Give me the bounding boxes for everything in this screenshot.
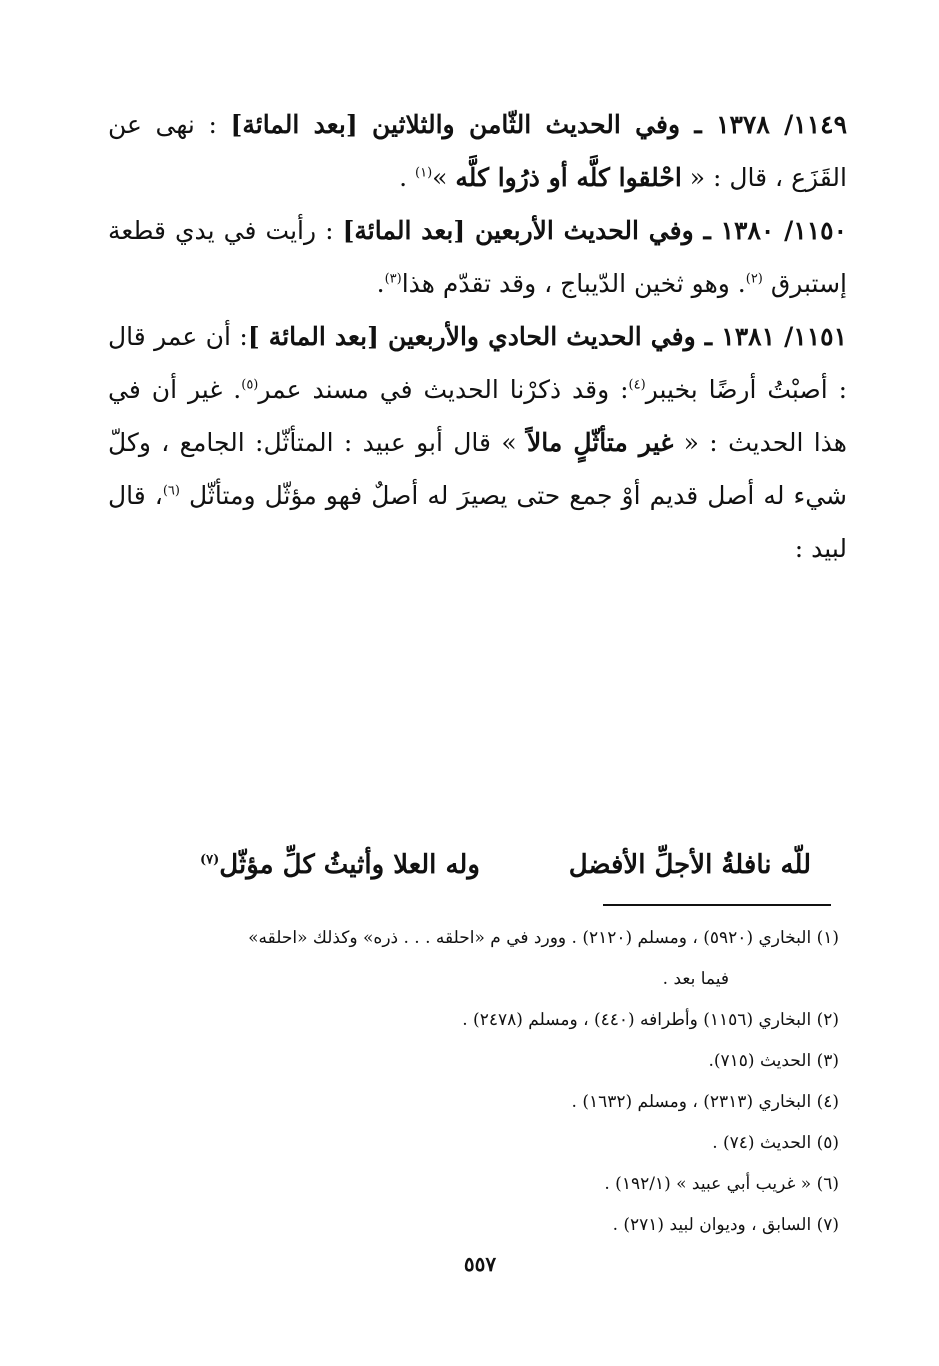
verse-text: وله العلا وأثيثُ كلِّ مؤثّل <box>219 850 480 880</box>
footnote-item: (٥) الحديث (٧٤) . <box>712 1133 839 1153</box>
footnote-item: (٣) الحديث (٧١٥). <box>708 1051 839 1071</box>
page-number: ٥٥٧ <box>463 1252 497 1276</box>
footnote-item: (٧) السابق ، وديوان لبيد (٢٧١) . <box>612 1215 839 1235</box>
entry-text: . <box>376 269 385 298</box>
entry-text: » <box>432 163 456 192</box>
entry-heading: ١١٥١/ ١٣٨١ ـ وفي الحديث الحادي والأربعين [بعد المائة ] <box>247 322 847 351</box>
footnote-item: (٦) « غريب أبي عبيد » (١٩٢/١) . <box>604 1174 839 1194</box>
entry-text: ، قال لبيد : <box>108 481 847 563</box>
footnotes <box>70 918 839 1246</box>
entry-heading: ١١٤٩/ ١٣٧٨ ـ وفي الحديث الثّامن والثلاثين [بعد المائة] <box>230 110 848 139</box>
footnote-item: (١) البخاري (٥٩٢٠) ، ومسلم (٢١٢٠) . وورد في م «احلقه . . . ذره» وكذلك «احلقه» <box>248 928 839 948</box>
entry-text: : وقد ذكرْنا الحديث في مسند عمر <box>258 375 629 404</box>
entry-text: : نهى عن القَزَع ، قال : « <box>108 110 847 192</box>
verse-first-hemistich: للّه نافلةُ الأجلِّ الأفضل <box>568 850 811 880</box>
poetry-verse <box>200 835 811 895</box>
entry-text: » قال أبو عبيد : المتأثّل: الجامع ، وكلّ شيء له أصل قديم أوْ جمع حتى يصيرَ له أصلٌ فهو مؤثّل ومتأثّل <box>108 428 848 510</box>
entry-text: . <box>399 163 416 192</box>
entry-text: . غير أن في هذا الحديث : « <box>108 375 847 457</box>
entry-text: . وهو ثخين الدّيباج ، وقد تقدّم هذا <box>401 269 746 298</box>
entry-text: : رأيت في يدي قطعة إستبرق <box>108 216 847 298</box>
verse-second-hemistich <box>200 835 480 895</box>
entry-text: : أن عمر قال : أصبْتُ أرضًا بخيبر <box>108 322 847 404</box>
entry-heading: ١١٥٠/ ١٣٨٠ ـ وفي الحديث الأربعين [بعد المائة] <box>342 216 848 245</box>
entry-1149 <box>108 98 847 204</box>
hadith-quote: احْلقوا كلَّه أو ذرُوا كلَّه <box>455 163 682 192</box>
footnote-item: (٤) البخاري (٢٣١٣) ، ومسلم (١٦٣٢) . <box>571 1092 839 1112</box>
footnote-ref: (١) <box>415 165 433 181</box>
footnote-continuation: فيما بعد . <box>662 969 729 989</box>
footnote-ref: (٧) <box>200 852 220 868</box>
main-text <box>108 98 847 575</box>
entry-1150 <box>108 204 847 310</box>
footnote-separator <box>603 904 831 906</box>
hadith-quote: غير متأثّلٍ مالاً <box>526 428 674 457</box>
footnote-ref: (٥) <box>241 377 259 393</box>
footnote-item: (٢) البخاري (١١٥٦) وأطرافه (٤٤٠) ، ومسلم (٢٤٧٨) . <box>462 1010 839 1030</box>
footnote-ref: (٣) <box>384 271 402 287</box>
footnote-ref: (٤) <box>628 377 646 393</box>
footnote-ref: (٢) <box>745 271 763 287</box>
entry-1151 <box>108 310 847 575</box>
footnote-ref: (٦) <box>162 483 180 499</box>
